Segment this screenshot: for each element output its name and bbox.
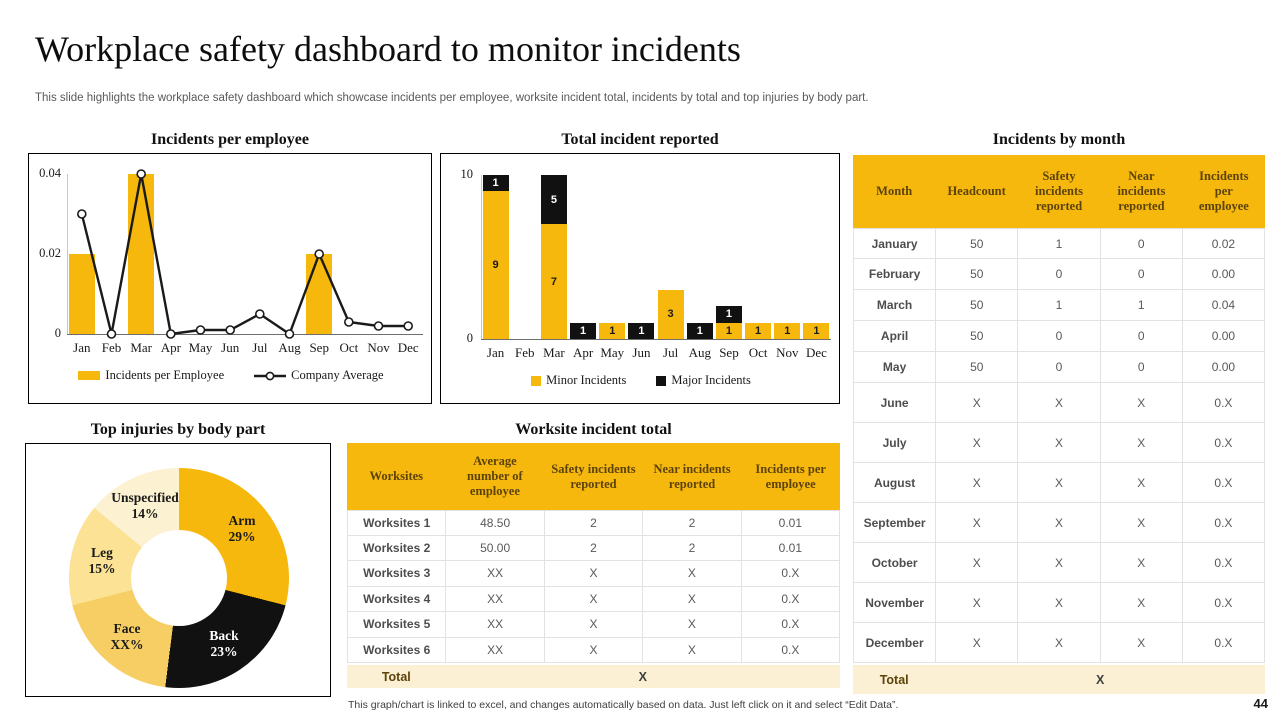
x-axis-line: [481, 339, 831, 340]
line-marker: [345, 318, 353, 326]
table-cell: X: [1018, 623, 1100, 663]
x-tick-label: Dec: [397, 340, 419, 355]
table-cell: Worksites 5: [347, 612, 446, 638]
page-title: Workplace safety dashboard to monitor incidents: [35, 29, 741, 69]
top-injuries-title: Top injuries by body part: [90, 421, 266, 438]
table-cell: December: [853, 623, 936, 663]
table-cell: 0: [1018, 259, 1100, 290]
table-cell: X: [1101, 423, 1183, 463]
table-cell: 0.01: [742, 536, 840, 562]
table-header-row: [347, 443, 840, 510]
minor-incidents-bar-segment: 3: [658, 290, 684, 339]
major-incidents-bar-segment: 1: [716, 306, 742, 322]
legend-label: Company Average: [291, 368, 384, 382]
legend-item-bar: [78, 368, 224, 383]
table-cell: X: [643, 587, 741, 613]
table-cell: 50: [936, 290, 1018, 321]
table-cell: X: [936, 623, 1018, 663]
segment-name: Face: [113, 620, 141, 636]
table-header-cell: Average number of employee: [467, 454, 523, 498]
table-cell: X: [545, 612, 643, 638]
table-cell: 0.X: [1183, 503, 1265, 543]
excel-link-footnote: This graph/chart is linked to excel, and changes automatically based on data. Just left click on it and select “Edit Data”.: [348, 699, 899, 711]
table-cell: 0.X: [1183, 463, 1265, 503]
table-header-row: [853, 155, 1265, 228]
legend-item-line: [254, 368, 383, 383]
minor-incidents-bar-segment: 7: [541, 224, 567, 339]
company-average-line: [67, 154, 423, 334]
line-marker: [315, 250, 323, 258]
table-cell: 50.00: [446, 536, 544, 562]
plot-area: [67, 154, 423, 334]
y-axis-tick-label: 0: [54, 326, 61, 340]
segment-pct: XX%: [110, 637, 144, 652]
segment-name: Unspecified: [111, 489, 179, 505]
legend-swatch: [531, 376, 541, 386]
legend-label: Incidents per Employee: [105, 368, 225, 382]
line-marker: [78, 210, 86, 218]
table-cell: X: [1018, 583, 1100, 623]
page-subtitle: This slide highlights the workplace safety dashboard which showcase incidents per employee, worksite incident total, incidents by total and top injuries by body part.: [35, 92, 869, 104]
table-cell: X: [1101, 623, 1183, 663]
incidents-per-employee-chart[interactable]: [28, 153, 432, 404]
table-header-cell: Near incidents reported: [653, 461, 731, 491]
table-cell: 1: [1018, 228, 1100, 259]
major-incidents-bar-segment: 1: [483, 175, 509, 191]
table-row: [347, 510, 840, 536]
legend-label: Major Incidents: [671, 373, 751, 387]
x-tick-label: Mar: [543, 345, 565, 360]
table-cell: X: [643, 561, 741, 587]
worksite-incident-total-title: Worksite incident total: [515, 421, 672, 438]
x-axis-labels: [481, 345, 831, 361]
line-marker: [375, 322, 383, 330]
x-tick-label: Dec: [806, 345, 827, 360]
table-cell: XX: [446, 638, 544, 664]
table-row: [347, 587, 840, 613]
table-cell: 0.X: [742, 638, 840, 664]
chart-legend: [441, 373, 840, 388]
table-row: [347, 536, 840, 562]
minor-incidents-bar-segment: 1: [716, 323, 742, 339]
table-cell: X: [1018, 423, 1100, 463]
major-incidents-bar-segment: 1: [628, 323, 654, 339]
incidents-by-month-table[interactable]: [853, 155, 1265, 694]
table-cell: 0.X: [742, 587, 840, 613]
table-cell: 1: [1018, 290, 1100, 321]
x-tick-label: Apr: [572, 345, 594, 360]
table-cell: 0.X: [1183, 423, 1265, 463]
table-row: [347, 561, 840, 587]
donut-hole: [131, 530, 227, 626]
x-tick-label: Jan: [486, 345, 505, 360]
line-marker: [197, 326, 205, 334]
table-cell: X: [545, 638, 643, 664]
table-row: [853, 423, 1265, 463]
x-tick-label: May: [600, 345, 625, 360]
table-cell: 2: [643, 536, 741, 562]
donut-segment-label: [209, 628, 238, 660]
table-cell: 0.02: [1183, 228, 1265, 259]
table-header-cell: Near incidents reported: [1117, 169, 1166, 213]
chart-legend: [29, 368, 432, 383]
legend-line-marker: [254, 371, 286, 381]
table-cell: X: [545, 587, 643, 613]
table-row: [853, 543, 1265, 583]
segment-name: Back: [209, 627, 239, 643]
table-header-cell: Safety incidents reported: [551, 461, 636, 491]
table-cell: 0.01: [742, 510, 840, 536]
legend-swatch: [656, 376, 666, 386]
line-marker: [256, 310, 264, 318]
table-cell: January: [853, 228, 936, 259]
total-value: X: [638, 669, 647, 684]
legend-swatch-bar: [78, 371, 100, 380]
x-tick-label: Sep: [309, 340, 329, 355]
table-cell: 0: [1101, 228, 1183, 259]
table-cell: 0.X: [1183, 623, 1265, 663]
table-total-row: [853, 665, 1265, 694]
x-tick-label: Feb: [515, 345, 535, 360]
table-header-cell: Worksites: [369, 469, 424, 483]
table-cell: X: [936, 383, 1018, 423]
y-axis-tick-label: 0: [466, 331, 473, 345]
table-cell: November: [853, 583, 936, 623]
table-header-cell: Month: [876, 184, 913, 198]
table-cell: 1: [1101, 290, 1183, 321]
table-total-row: [347, 665, 840, 688]
table-cell: X: [1101, 463, 1183, 503]
worksite-incident-total-table[interactable]: [347, 443, 840, 688]
total-label: Total: [879, 672, 909, 687]
top-injuries-donut-chart[interactable]: [25, 443, 331, 697]
total-incident-reported-chart[interactable]: [440, 153, 840, 404]
table-cell: X: [936, 423, 1018, 463]
table-row: [853, 463, 1265, 503]
table-cell: 0.X: [742, 612, 840, 638]
table-cell: 48.50: [446, 510, 544, 536]
table-cell: April: [853, 321, 936, 352]
table-cell: 0.X: [1183, 543, 1265, 583]
table-cell: 0: [1018, 321, 1100, 352]
plot-area: [481, 154, 831, 339]
minor-incidents-bar-segment: 1: [774, 323, 800, 339]
donut-segment-label: [111, 621, 144, 653]
table-cell: 0: [1101, 352, 1183, 383]
legend-item: [531, 373, 626, 388]
table-cell: X: [545, 561, 643, 587]
total-label: Total: [381, 669, 411, 684]
line-marker: [137, 170, 145, 178]
table-row: [853, 383, 1265, 423]
table-cell: X: [936, 583, 1018, 623]
table-cell: 0: [1101, 321, 1183, 352]
table-header-cell: Incidents per employee: [755, 461, 826, 491]
table-cell: 0: [1018, 352, 1100, 383]
x-tick-label: Jun: [632, 345, 651, 360]
table-cell: June: [853, 383, 936, 423]
table-cell: XX: [446, 561, 544, 587]
table-header-cell: Headcount: [947, 184, 1006, 198]
table-header-cell: Safety incidents reported: [1035, 169, 1083, 213]
line-marker: [286, 330, 294, 338]
incidents-by-month-title: Incidents by month: [992, 131, 1126, 148]
legend-item: [656, 373, 751, 388]
table-cell: 0.X: [1183, 583, 1265, 623]
table-row: [853, 259, 1265, 290]
table-cell: 2: [545, 536, 643, 562]
table-cell: X: [1101, 383, 1183, 423]
x-tick-label: Nov: [776, 345, 799, 360]
x-tick-label: Aug: [278, 340, 301, 355]
table-cell: 50: [936, 259, 1018, 290]
donut-segment-label: [111, 490, 179, 522]
segment-name: Leg: [91, 544, 113, 560]
table-cell: September: [853, 503, 936, 543]
segment-pct: 29%: [228, 529, 256, 544]
segment-pct: 23%: [210, 644, 238, 659]
major-incidents-bar-segment: 1: [570, 323, 596, 339]
table-cell: X: [1018, 543, 1100, 583]
donut-segment-label: [89, 545, 116, 577]
table-cell: 0: [1101, 259, 1183, 290]
table-cell: X: [936, 503, 1018, 543]
table-cell: February: [853, 259, 936, 290]
major-incidents-bar-segment: 1: [687, 323, 713, 339]
x-tick-label: Feb: [101, 340, 122, 355]
table-cell: July: [853, 423, 936, 463]
total-value: X: [1096, 672, 1105, 687]
table-cell: X: [1018, 383, 1100, 423]
x-tick-label: Jul: [252, 340, 268, 355]
table-row: [853, 623, 1265, 663]
table-cell: 0.04: [1183, 290, 1265, 321]
x-tick-label: Sep: [719, 345, 739, 360]
table-cell: 2: [545, 510, 643, 536]
table-cell: XX: [446, 612, 544, 638]
table-cell: 50: [936, 321, 1018, 352]
table-cell: X: [1101, 503, 1183, 543]
x-tick-label: Jan: [73, 340, 91, 355]
segment-pct: 14%: [131, 506, 159, 521]
x-tick-label: Jul: [663, 345, 679, 360]
y-axis-tick-label: 0.04: [39, 166, 61, 180]
y-axis-tick-label: 10: [460, 167, 473, 181]
table-row: [347, 638, 840, 664]
y-axis-tick-label: 0.02: [39, 246, 61, 260]
incidents-per-employee-title: Incidents per employee: [151, 131, 309, 148]
table-row: [853, 290, 1265, 321]
table-cell: Worksites 4: [347, 587, 446, 613]
table-row: [853, 228, 1265, 259]
legend-label: Minor Incidents: [546, 373, 627, 387]
minor-incidents-bar-segment: 1: [599, 323, 625, 339]
table-cell: X: [936, 463, 1018, 503]
x-tick-label: Oct: [748, 345, 768, 360]
major-incidents-bar-segment: 5: [541, 175, 567, 224]
table-header-cell: Incidents per employee: [1198, 169, 1249, 213]
segment-pct: 15%: [88, 561, 116, 576]
x-tick-label: Oct: [339, 340, 359, 355]
table-cell: 0.00: [1183, 259, 1265, 290]
table-cell: X: [1101, 583, 1183, 623]
total-incident-reported-title: Total incident reported: [561, 131, 719, 148]
x-tick-label: Nov: [367, 340, 390, 355]
table-row: [853, 321, 1265, 352]
table-cell: 2: [643, 510, 741, 536]
minor-incidents-bar-segment: 1: [803, 323, 829, 339]
table-cell: Worksites 6: [347, 638, 446, 664]
x-tick-label: Aug: [688, 345, 711, 360]
table-cell: 0.00: [1183, 321, 1265, 352]
x-axis-labels: [67, 340, 423, 356]
table-cell: August: [853, 463, 936, 503]
table-row: [853, 352, 1265, 383]
table-cell: Worksites 1: [347, 510, 446, 536]
x-axis-line: [67, 334, 423, 335]
table-cell: 0.X: [1183, 383, 1265, 423]
table-cell: Worksites 2: [347, 536, 446, 562]
table-row: [853, 503, 1265, 543]
table-cell: XX: [446, 587, 544, 613]
table-cell: 0.X: [742, 561, 840, 587]
table-cell: X: [643, 638, 741, 664]
table-cell: May: [853, 352, 936, 383]
table-cell: X: [1018, 503, 1100, 543]
table-cell: 50: [936, 228, 1018, 259]
table-cell: X: [936, 543, 1018, 583]
donut-segment-label: [229, 513, 256, 545]
x-tick-label: Apr: [160, 340, 181, 355]
segment-name: Arm: [228, 512, 256, 528]
table-cell: Worksites 3: [347, 561, 446, 587]
page-number: 44: [1253, 696, 1268, 711]
table-cell: X: [1101, 543, 1183, 583]
line-marker: [108, 330, 116, 338]
line-marker: [226, 326, 234, 334]
table-cell: March: [853, 290, 936, 321]
line-marker: [167, 330, 175, 338]
x-tick-label: Jun: [221, 340, 240, 355]
table-cell: October: [853, 543, 936, 583]
table-row: [853, 583, 1265, 623]
table-row: [347, 612, 840, 638]
minor-incidents-bar-segment: 9: [483, 191, 509, 339]
table-cell: X: [1018, 463, 1100, 503]
x-tick-label: May: [188, 340, 213, 355]
table-cell: X: [643, 612, 741, 638]
line-marker: [404, 322, 412, 330]
table-cell: 50: [936, 352, 1018, 383]
minor-incidents-bar-segment: 1: [745, 323, 771, 339]
x-tick-label: Mar: [130, 340, 153, 355]
table-cell: 0.00: [1183, 352, 1265, 383]
